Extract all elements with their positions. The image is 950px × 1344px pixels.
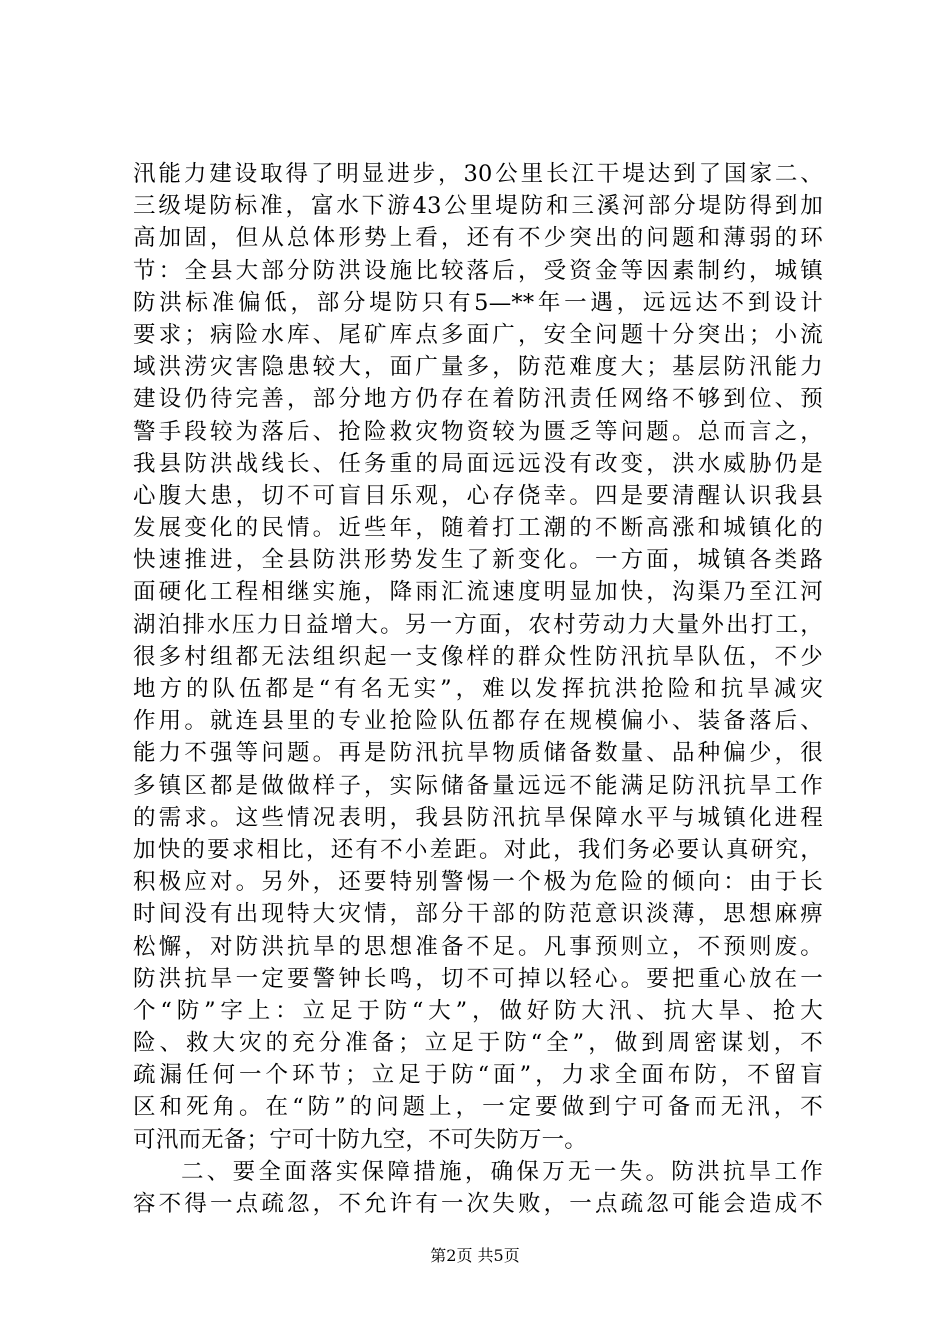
text-line: 发展变化的民情。近些年，随着打工潮的不断高涨和城镇化的 [133, 515, 823, 542]
text-line: 容不得一点疏忽，不允许有一次失败，一点疏忽可能会造成不 [133, 1191, 823, 1217]
text-line: 作用。就连县里的专业抢险队伍都存在规模偏小、装备落后、 [133, 708, 823, 735]
body-text [133, 158, 823, 1220]
text-line: 很多村组都无法组织起一支像样的群众性防汛抗旱队伍，不少 [133, 643, 823, 670]
text-line: 面硬化工程相继实施，降雨汇流速度明显加快，沟渠乃至江河 [133, 579, 823, 606]
text-line: 快速推进，全县防洪形势发生了新变化。一方面，城镇各类路 [133, 547, 823, 574]
text-line: 汛能力建设取得了明显进步，30公里长江干堤达到了国家二、 [133, 161, 823, 187]
text-line: 三级堤防标准，富水下游43公里堤防和三溪河部分堤防得到加 [133, 193, 823, 220]
text-line: 的需求。这些情况表明，我县防汛抗旱保障水平与城镇化进程 [133, 804, 823, 831]
text-line: 松懈，对防洪抗旱的思想准备不足。凡事预则立，不预则废。 [133, 933, 823, 960]
text-line: 地方的队伍都是“有名无实”，难以发挥抗洪抢险和抗旱减灾 [133, 676, 823, 702]
text-line: 防洪抗旱一定要警钟长鸣，切不可掉以轻心。要把重心放在一 [133, 965, 823, 992]
text-line: 险、救大灾的充分准备；立足于防“全”，做到周密谋划，不 [133, 1030, 823, 1057]
text-line: 我县防洪战线长、任务重的局面远远没有改变，洪水威胁仍是 [133, 450, 823, 477]
text-line: 域洪涝灾害隐患较大，面广量多，防范难度大；基层防汛能力 [133, 354, 823, 381]
text-line: 多镇区都是做做样子，实际储备量远远不能满足防汛抗旱工作 [133, 772, 823, 799]
text-line-paragraph-start: 二、要全面落实保障措施，确保万无一失。防洪抗旱工作 [181, 1158, 823, 1185]
text-line: 警手段较为落后、抢险救灾物资较为匮乏等问题。总而言之， [133, 418, 823, 445]
text-line: 个“防”字上：立足于防“大”，做好防大汛、抗大旱、抢大 [133, 997, 823, 1024]
text-line: 节：全县大部分防洪设施比较落后，受资金等因素制约，城镇 [133, 257, 823, 284]
text-line: 积极应对。另外，还要特别警惕一个极为危险的倾向：由于长 [133, 869, 823, 896]
text-line: 湖泊排水压力日益增大。另一方面，农村劳动力大量外出打工， [133, 611, 823, 638]
page-footer: 第2页 共5页 [430, 1246, 520, 1265]
text-line: 加快的要求相比，还有不小差距。对此，我们务必要认真研究， [133, 836, 823, 863]
text-line: 建设仍待完善，部分地方仍存在着防汛责任网络不够到位、预 [133, 386, 823, 413]
text-line: 能力不强等问题。再是防汛抗旱物质储备数量、品种偏少，很 [133, 740, 823, 767]
text-line: 时间没有出现特大灾情，部分干部的防范意识淡薄，思想麻痹 [133, 901, 823, 928]
text-line: 心腹大患，切不可盲目乐观，心存侥幸。四是要清醒认识我县 [133, 482, 823, 509]
text-line: 要求；病险水库、尾矿库点多面广，安全问题十分突出；小流 [133, 321, 823, 348]
text-line: 区和死角。在“防”的问题上，一定要做到宁可备而无汛，不 [133, 1094, 823, 1121]
text-line-paragraph-end: 可汛而无备；宁可十防九空，不可失防万一。 [133, 1126, 588, 1153]
text-line: 疏漏任何一个环节；立足于防“面”，力求全面布防，不留盲 [133, 1062, 823, 1089]
text-line: 高加固，但从总体形势上看，还有不少突出的问题和薄弱的环 [133, 225, 823, 252]
text-line: 防洪标准偏低，部分堤防只有5—**年一遇，远远达不到设计 [133, 289, 823, 316]
